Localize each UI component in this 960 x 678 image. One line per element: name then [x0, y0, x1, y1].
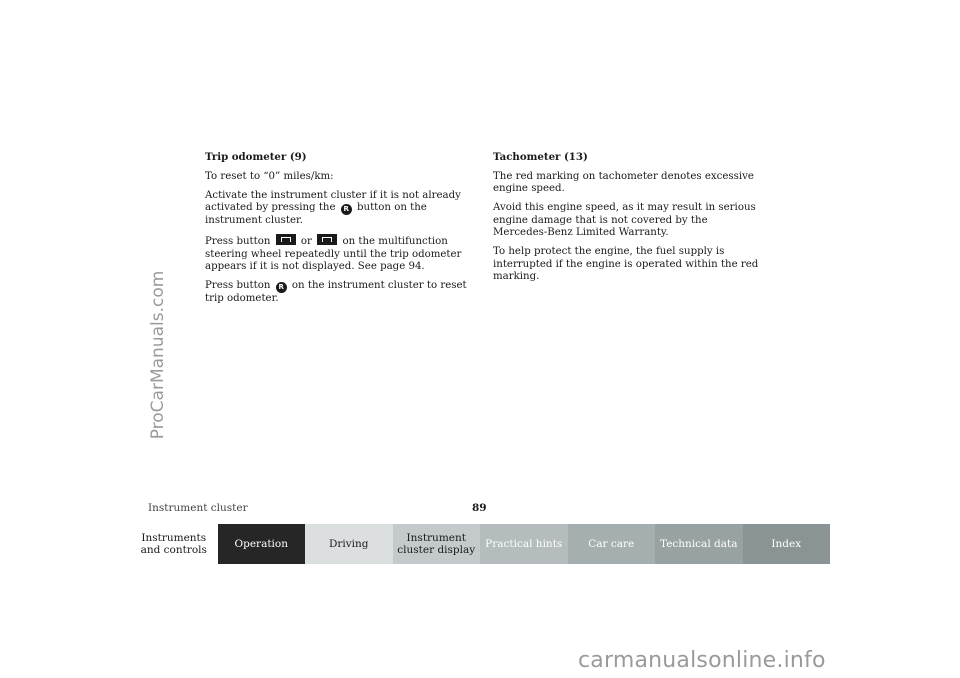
page-number: 89 — [472, 502, 487, 514]
right-column — [493, 151, 763, 290]
tachometer-p3: To help protect the engine, the fuel supply is interrupted if the engine is operated within the red marking. — [493, 246, 759, 282]
tab-technical-data[interactable]: Technical data — [655, 524, 743, 564]
tab-instruments-and-controls[interactable]: Instruments and controls — [130, 524, 218, 564]
tab-practical-hints[interactable]: Practical hints — [480, 524, 568, 564]
activate-paragraph — [205, 190, 470, 228]
tachometer-p2: Avoid this engine speed, as it may result in serious engine damage that is not covered by the Mercedes-Benz Limited Warranty. — [493, 202, 756, 238]
press-display-paragraph — [205, 234, 470, 274]
section-name: Instrument cluster — [148, 502, 248, 514]
reset-intro: To reset to “0” miles/km: — [205, 170, 334, 182]
activate-text-b: button on the instrument cluster. — [205, 202, 427, 226]
reset-button-icon: R — [341, 204, 352, 215]
display-next-icon — [276, 234, 296, 245]
watermark-vertical-text: ProCarManuals.com — [148, 270, 168, 440]
tachometer-p1: The red marking on tachometer denotes excessive engine speed. — [493, 170, 754, 194]
press-text-a: Press button — [205, 236, 271, 247]
tab-operation[interactable]: Operation — [218, 524, 306, 564]
reset-button-icon-2: R — [276, 282, 287, 293]
press-text-b: on the multifunction steering wheel repeatedly until the trip odometer appears if it is not displayed. See page 94. — [205, 236, 462, 272]
watermark-bottom: carmanualsonline.info — [578, 648, 826, 673]
activate-text-a: Activate the instrument cluster if it is not already activated by pressing the — [205, 189, 461, 213]
tab-index[interactable]: Index — [743, 524, 831, 564]
trip-odometer-heading: Trip odometer (9) — [205, 151, 307, 163]
reset-paragraph — [205, 280, 470, 306]
press-or: or — [300, 236, 312, 247]
tab-instrument-cluster-display[interactable]: Instrument cluster display — [393, 524, 481, 564]
left-column — [205, 151, 470, 312]
watermark-vertical — [146, 255, 170, 455]
tab-car-care[interactable]: Car care — [568, 524, 656, 564]
tachometer-heading: Tachometer (13) — [493, 151, 588, 163]
chapter-nav — [130, 524, 830, 564]
display-prev-icon — [317, 234, 337, 245]
reset-text-b: on the instrument cluster to reset trip odometer. — [205, 280, 467, 304]
reset-text-a: Press button — [205, 280, 271, 291]
tab-driving[interactable]: Driving — [305, 524, 393, 564]
